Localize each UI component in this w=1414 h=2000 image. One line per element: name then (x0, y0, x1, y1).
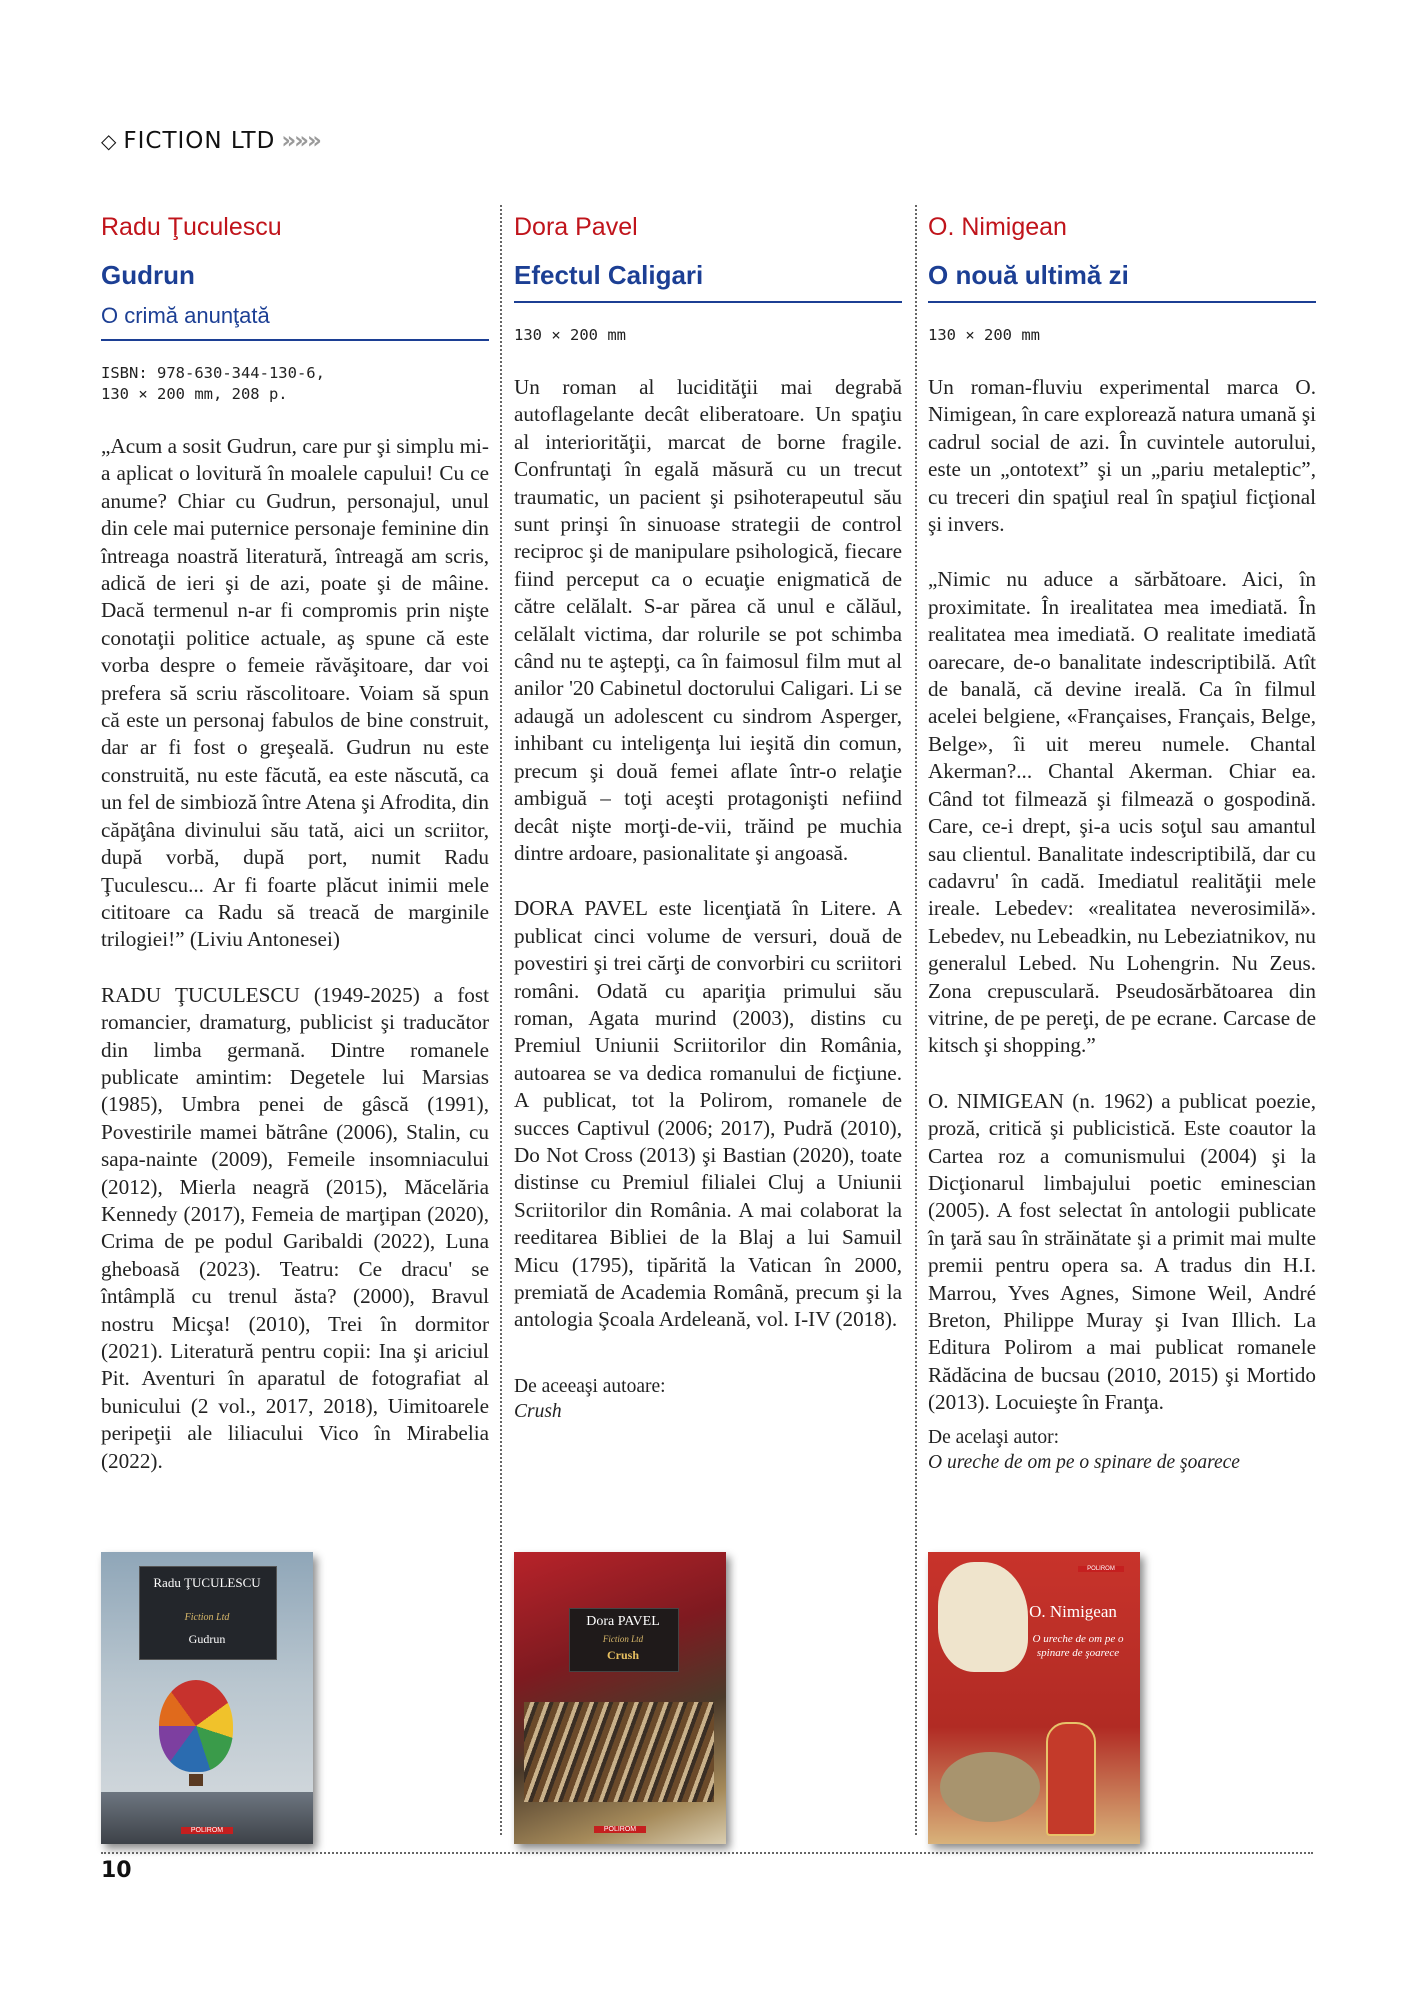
hot-air-balloon-image (159, 1680, 233, 1772)
book-subtitle: O crimă anunţată (101, 303, 270, 328)
cover-mark: Fiction Ltd (184, 1612, 230, 1623)
cover-author: Radu ŢUCULESCU (153, 1575, 261, 1590)
excerpt-paragraph: „Nimic nu aduce a sărbătoare. Aici, în proximitate. În irealitatea mea imediată. În realitatea mea imediată. O realitate imediată oarecare, de-o banalitate indescriptibilă. Atît de banală, că devine ireală. Ca în filmul acelei belgiene, «Françaises, Français, Belge, Belge», îi uit mereu numele. Chantal Akerman?... Chantal Akerman. Chiar ea. Când tot filmează şi filmează o gospodină. Care, ce-i drept, şi-a ucis soţul sau amantul sau clientul. Banalitate indescriptibilă, dar cu cadavru' în cadă. Imediatul realităţii mele ireale. Lebedev: «realitatea neverosimilă». Lebedev, nu Lebeadkin, nu Lebeziatnikov, nu generalul Lebed. Nu Lohengrin. Nu Zeus. Zona crepusculară. Pseudosărbătoarea din vitrine, de pe pereţi, de pe ecrane. Carcase de kitsch şi shopping.” (928, 567, 1316, 1058)
column-divider (915, 205, 917, 1835)
page-number: 10 (101, 1858, 132, 1883)
balloon-basket (189, 1774, 203, 1786)
also-title: Crush (514, 1400, 562, 1422)
also-title: O ureche de om pe o spinare de şoarece (928, 1451, 1240, 1473)
also-label: De acelaşi autor: (928, 1426, 1060, 1448)
also-by-author (928, 1425, 1316, 1475)
book-title: O nouă ultimă zi (928, 260, 1129, 290)
book-cover-crush (514, 1552, 726, 1844)
book-format: 130 × 200 mm, 208 p. (101, 385, 288, 403)
cover-publisher: POLIROM (594, 1826, 646, 1833)
cover-publisher: POLIROM (1078, 1566, 1124, 1572)
author-name: Dora Pavel (514, 213, 638, 241)
blurb-paragraph: Un roman-fluviu experimental marca O. Nimigean, în care explorează natura umană şi cadrul social de azi. În cuvintele autorului, este un „ontotext” şi un „pariu metaleptic”, cu treceri din spaţiul real în spaţiul ficţional şi invers. (928, 375, 1316, 537)
cover-title: Gudrun (188, 1632, 226, 1646)
cover-publisher: POLIROM (181, 1827, 233, 1834)
cover-mark: Fiction Ltd (602, 1634, 644, 1644)
section-label: FICTION LTD (123, 128, 276, 154)
book-title: Efectul Caligari (514, 260, 704, 290)
title-rule (514, 301, 902, 303)
author-name: Radu Ţuculescu (101, 213, 282, 241)
blurb-paragraph: Un roman al lucidităţii mai degrabă autoflagelante decât eliberatoare. Un spaţiu al interiorităţii, marcat de borne fragile. Confruntaţi în egală măsură cu un trecut traumatic, un pacient şi psihoterapeutul său sunt prinşi în sinuoase strategii de control reciproc şi de manipulare psihologică, fiecare fiind perceput ca o ecuaţie enigmatică de către celălalt. S-ar părea că unul e călăul, celălalt victima, dar rolurile se pot schimba când nu te aştepţi, ca în faimosul film mut al anilor '20 Cabinetul doctorului Caligari. Li se adaugă un adolescent cu sindrom Asperger, inhibant cu inteligenţa lui ieşită din comun, precum şi două femei aflate într-o relaţie ambiguă – toţi aceşti protagonişti nefiind decât nişte morţi-de-vii, trăind pe muchia dintre ardoare, pasionalitate şi angoasă. (514, 375, 902, 865)
diamond-icon: ◇ (101, 129, 118, 153)
book-format: 130 × 200 mm (514, 326, 626, 344)
also-label: De aceeaşi autoare: (514, 1375, 666, 1397)
cover-author: Dora PAVEL (586, 1614, 660, 1629)
author-bio: RADU ŢUCULESCU (1949-2025) a fost romancier, dramaturg, publicist şi traducător din limba germană. Dintre romanele publicate amintim: Degetele lui Marsias (1985), Umbra penei de gâscă (1991), Povestirile mamei bătrâne (2006), Stalin, cu sapa-nainte (2009), Femeile insomniacului (2012), Mierla neagră (2015), Măcelăria Kennedy (2017), Femeia de marţipan (2020), Crima de pe podul Garibaldi (2022), Luna gheboasă (2023). Teatru: Ce dracu' se întâmplă cu trenul ăsta? (2000), Bravul nostru Micşa! (2010), Trei în dormitor (2021). Literatură pentru copii: Ina şi ariciul Pit. Aventuri în aparatul de fotografiat al bunicului (2 vol., 2017, 2018), Uimitoarele peripeţii ale liliacului Vico în Mirabelia (2022). (101, 982, 489, 1473)
cover-title: Crush (606, 1648, 639, 1662)
book-cover-o-ureche (928, 1552, 1140, 1844)
author-bio: DORA PAVEL este licenţiată în Litere. A publicat cinci volume de versuri, două de povestiri şi trei cărţi de convorbiri cu scriitori români. Odată cu apariţia primului său roman, Agata murind (2003), distins cu Premiul Uniunii Scriitorilor din România, autoarea se va dedica romanului de ficţiune. A publicat, tot la Polirom, romanele de succes Captivul (2006; 2017), Pudră (2010), Do Not Cross (2013) şi Bastian (2020), toate distinse cu Premiul filialei Cluj a Uniunii Scriitorilor din România. A mai colaborat la reeditarea Bibliei de la Blaj a lui Samuil Micu (1795), tipărită la Vatican în 2000, premiată de Academia Română, precum şi la antologia Şcoala Ardeleană, vol. I-IV (2018). (514, 896, 902, 1332)
title-rule (101, 339, 489, 341)
section-header (101, 128, 320, 154)
title-rule (928, 301, 1316, 303)
also-by-author (514, 1374, 902, 1424)
author-bio: O. NIMIGEAN (n. 1962) a publicat poezie, proză, critică şi publicistică. Este coautor la Cartea roz a comunismului (2004) şi la Dicţionarul limbajului poetic eminescian (2005). A fost selectat în antologii publicate în ţară sau în străinătate şi a primit mai multe premii pentru opera sa. A tradus din H.I. Marrou, Yves Agnes, Simone Weil, André Breton, Philippe Muray şi Ivan Illich. La Editura Polirom a mai publicat romanele Rădăcina de bucsau (2010, 2015) şi Mortido (2013). Locuieşte în Franţa. (928, 1088, 1316, 1415)
book-entry-o-noua-ultima-zi (928, 205, 1316, 1475)
cover-trees (101, 1792, 313, 1844)
book-entry-efectul-caligari (514, 205, 902, 1424)
paint-brushes-image (524, 1702, 714, 1802)
cover-author: O. Nimigean (1029, 1602, 1117, 1621)
blurb-paragraph: „Acum a sosit Gudrun, care pur şi simplu mi-a aplicat o lovitură în moalele capului! Cu ce anume? Chiar cu Gudrun, personajul, unul din cele mai puternice personaje feminine din întreaga noastră literatură, întreagă am scris, adică de ieri şi de azi, poate şi de mâine. Dacă termenul n-ar fi compromis prin nişte conotaţii politice actuale, aş spune că este vorba despre o femeie răvăşitoare, dar voi prefera să scriu răscolitoare. Voiam să spun că este un personaj fabulos de bine construit, dar ar fi fost o greşeală. Gudrun nu este construită, nu este făcută, ea este născută, ca un fel de simbioză între Atena şi Afrodita, din căpăţâna divinului său tată, aici un scriitor, după vorbă, după port, numit Radu Ţuculescu... Ar fi foarte plăcut inimii mele cititoare ca Radu să treacă de marginile trilogiei!” (Liviu Antonesei) (101, 434, 489, 952)
chevrons-icon: »»» (281, 128, 320, 154)
book-meta (101, 363, 489, 405)
footer-rule (101, 1852, 1313, 1854)
book-cover-gudrun (101, 1552, 313, 1844)
column-divider (500, 205, 502, 1835)
dragon-image (940, 1752, 1040, 1822)
isbn: ISBN: 978-630-344-130-6, (101, 364, 325, 382)
book-title: Gudrun (101, 260, 195, 290)
book-entry-gudrun (101, 205, 489, 1475)
author-name: O. Nimigean (928, 213, 1067, 241)
cover-title: O ureche de om pe o spinare de şoarece (1032, 1633, 1124, 1659)
saint-figure-image (1046, 1722, 1096, 1836)
book-format: 130 × 200 mm (928, 326, 1040, 344)
